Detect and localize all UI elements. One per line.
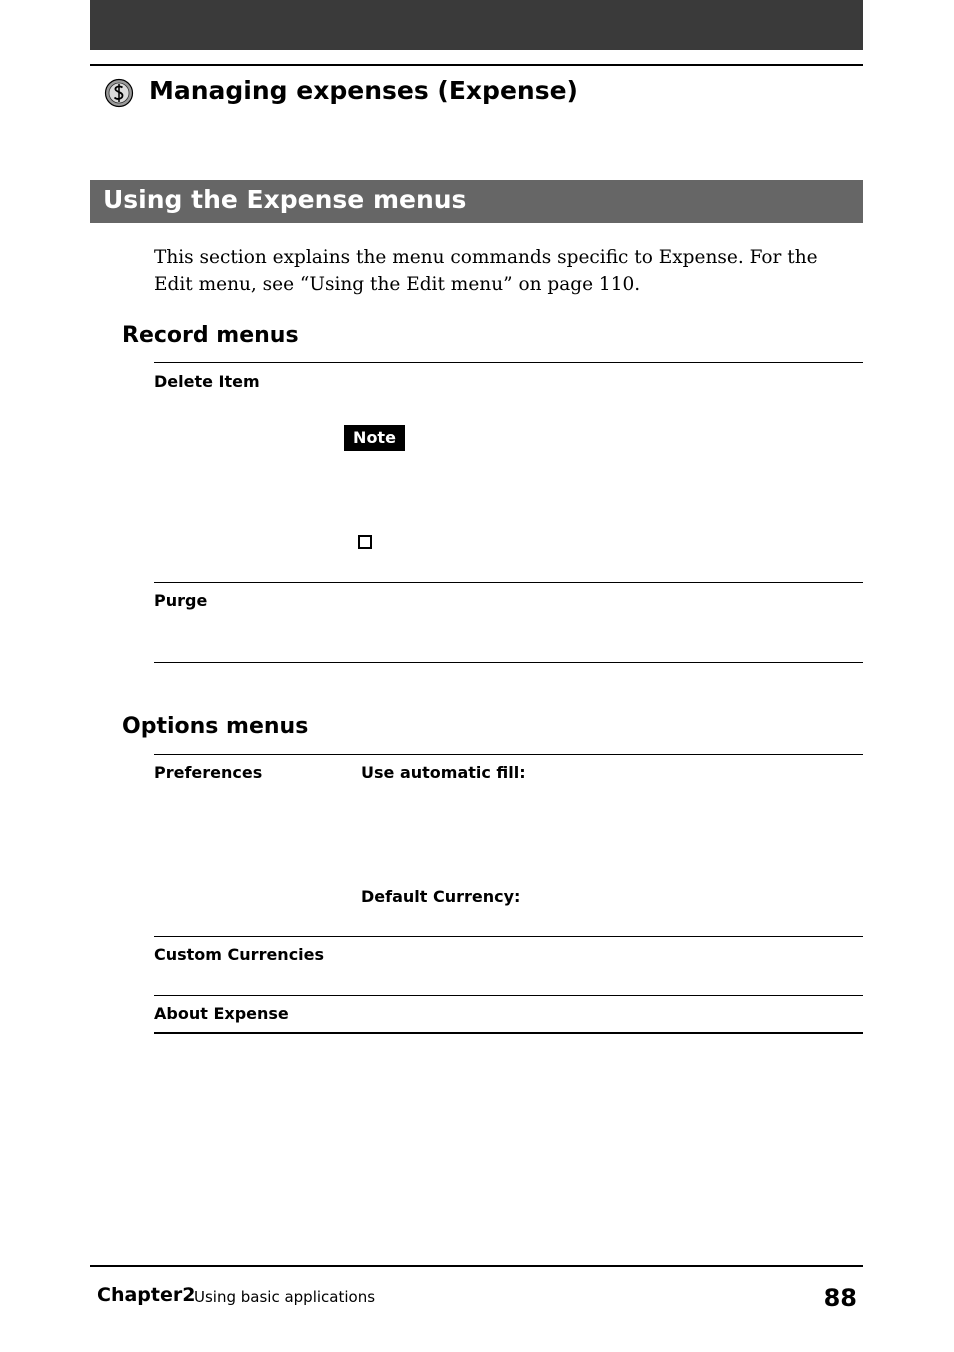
purge-label: Purge xyxy=(154,591,208,610)
section-title: Using the Expense menus xyxy=(103,185,467,214)
checkbox-icon xyxy=(358,535,372,549)
top-bar xyxy=(90,0,863,50)
expense-icon xyxy=(104,78,134,108)
preferences-label: Preferences xyxy=(154,763,263,782)
page-title: Managing expenses (Expense) xyxy=(149,76,578,105)
section-header-bar xyxy=(90,180,863,223)
page-number: 88 xyxy=(823,1284,857,1312)
use-automatic-fill-label: Use automatic fill: xyxy=(361,763,526,782)
default-currency-label: Default Currency: xyxy=(361,887,521,906)
chapter-title: Using basic applications xyxy=(194,1288,376,1306)
table-bottom-rule xyxy=(154,1032,863,1034)
chapter-label: Chapter2 xyxy=(97,1284,196,1306)
row-divider xyxy=(154,582,863,583)
options-menus-heading: Options menus xyxy=(122,714,309,739)
row-divider xyxy=(154,995,863,996)
custom-currencies-label: Custom Currencies xyxy=(154,945,325,964)
record-menus-rule xyxy=(154,362,863,363)
record-menus-heading: Record menus xyxy=(122,323,299,348)
row-divider xyxy=(154,936,863,937)
options-menus-rule xyxy=(154,754,863,755)
delete-item-label: Delete Item xyxy=(154,372,260,391)
about-expense-label: About Expense xyxy=(154,1004,289,1023)
row-divider xyxy=(154,662,863,663)
note-badge: Note xyxy=(344,425,405,451)
intro-paragraph: This section explains the menu commands specific to Expense. For the Edit menu, see “Using the Edit menu” on page 110. xyxy=(154,247,818,295)
header-rule xyxy=(90,64,863,66)
footer-rule xyxy=(90,1265,863,1267)
